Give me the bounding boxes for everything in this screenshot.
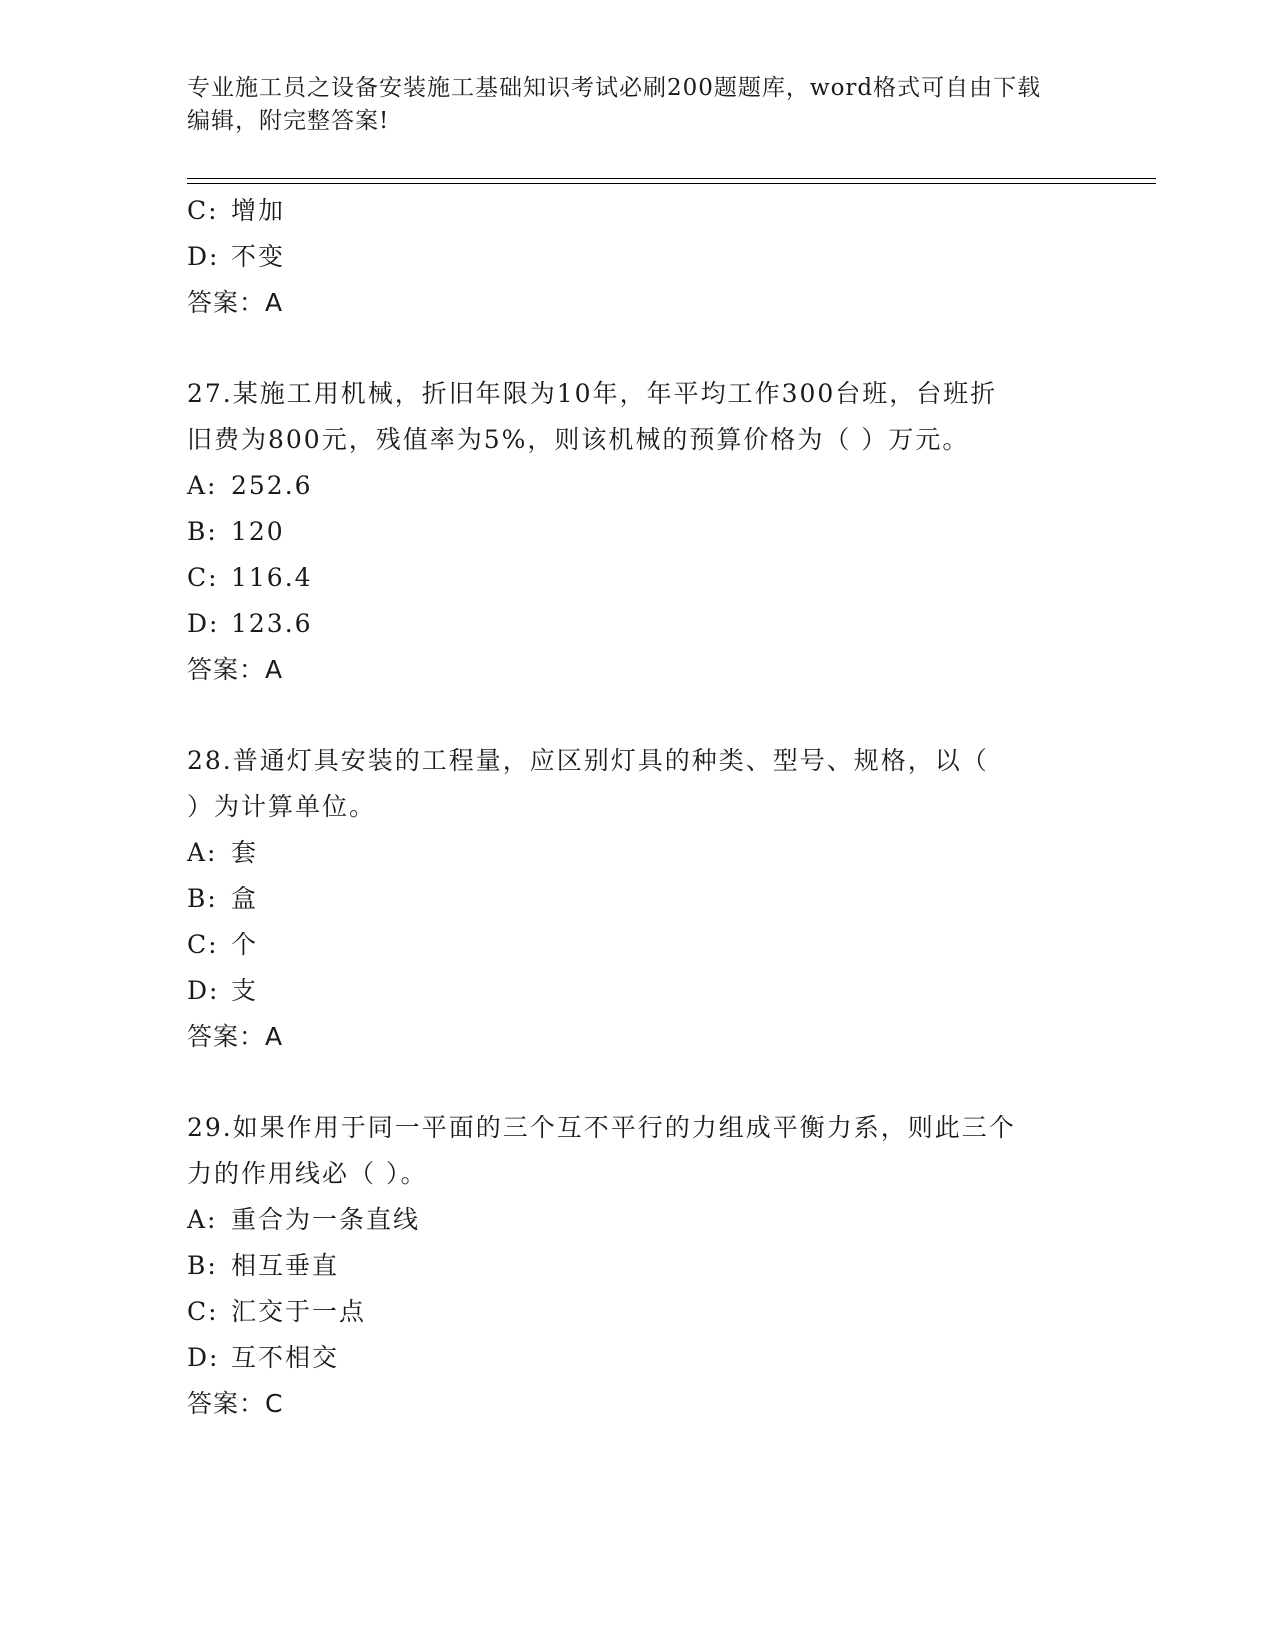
answer-line: 答案：C — [187, 1389, 284, 1418]
question-28 — [187, 738, 1087, 1060]
question-29 — [187, 1105, 1087, 1427]
option-b: B: 相互垂直 — [187, 1251, 340, 1280]
header-rule-bottom — [187, 183, 1156, 184]
option-a: A: 252.6 — [187, 471, 313, 500]
question-stem: 27.某施工用机械，折旧年限为10年，年平均工作300台班，台班折 旧费为800元，残值率为5%，则该机械的预算价格为（ ）万元。 — [187, 379, 998, 454]
option-d: D: 不变 — [187, 242, 286, 271]
prev-question — [187, 188, 1087, 326]
header-line-2: 编辑，附完整答案! — [187, 108, 390, 134]
header-rule-top — [187, 178, 1156, 179]
document-header — [187, 72, 1087, 138]
option-c: C: 增加 — [187, 196, 286, 225]
option-c: C: 汇交于一点 — [187, 1297, 367, 1326]
option-b: B: 盒 — [187, 884, 259, 913]
option-a: A: 套 — [187, 838, 259, 867]
option-d: D: 123.6 — [187, 609, 313, 638]
option-d: D: 支 — [187, 976, 259, 1005]
document-body — [187, 188, 1087, 1427]
option-c: C: 116.4 — [187, 563, 313, 592]
option-a: A: 重合为一条直线 — [187, 1205, 421, 1234]
question-27 — [187, 371, 1087, 693]
answer-line: 答案：A — [187, 1022, 284, 1051]
answer-line: 答案：A — [187, 288, 284, 317]
question-stem: 28.普通灯具安装的工程量，应区别灯具的种类、型号、规格，以（ ）为计算单位。 — [187, 746, 989, 821]
option-b: B: 120 — [187, 517, 285, 546]
option-c: C: 个 — [187, 930, 259, 959]
header-line-1: 专业施工员之设备安装施工基础知识考试必刷200题题库，word格式可自由下载 — [187, 75, 1042, 101]
answer-line: 答案：A — [187, 655, 284, 684]
option-d: D: 互不相交 — [187, 1343, 340, 1372]
question-stem: 29.如果作用于同一平面的三个互不平行的力组成平衡力系，则此三个 力的作用线必（ ）。 — [187, 1113, 1016, 1188]
